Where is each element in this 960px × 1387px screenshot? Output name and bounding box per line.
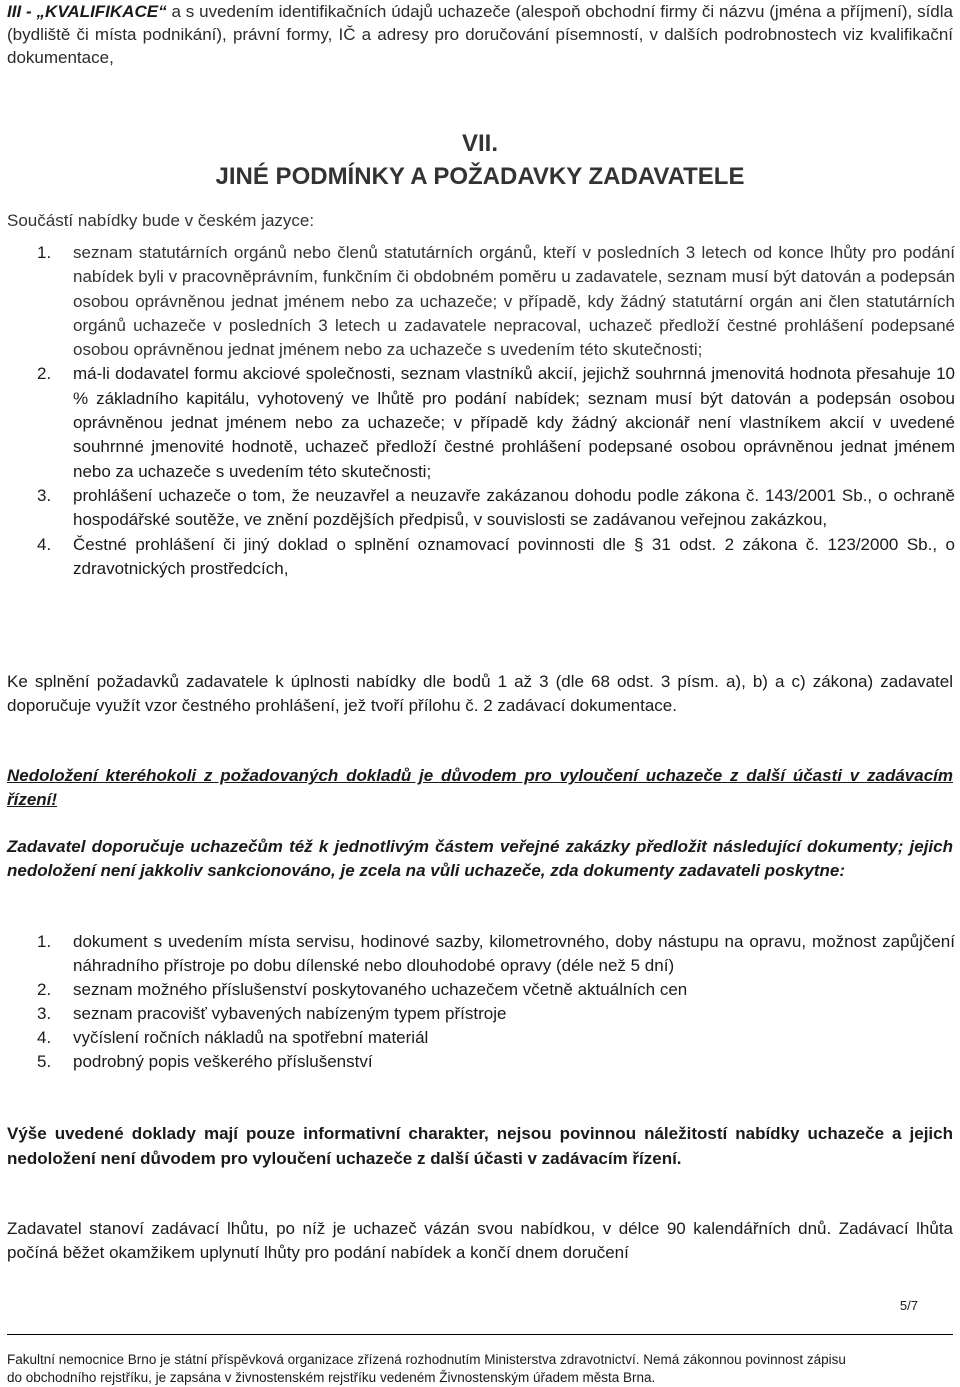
required-documents-list xyxy=(7,241,955,581)
list-item xyxy=(7,978,955,1002)
list-item-number: 2. xyxy=(37,980,52,999)
paragraph-requirements: Ke splnění požadavků zadavatele k úplnosti nabídky dle bodů 1 až 3 (dle 68 odst. 3 písm. a), b) a c) zákona) zadavatel doporučuje využít vzor čestného prohlášení, jež tvoří přílohu č. 2 zadávací dokumentace. xyxy=(7,672,953,715)
paragraph-exclusion-warning: Nedoložení kteréhokoli z požadovaných dokladů je důvodem pro vyloučení uchazeče z další účasti v zadávacím řízení! xyxy=(7,766,953,809)
list-item-text: prohlášení uchazeče o tom, že neuzavřel a neuzavře zakázanou dohodu podle zákona č. 143/2001 Sb., o ochraně hospodářské soutěže, ve znění pozdějších předpisů, v souvislosti se zadávanou veřejnou zakázkou, xyxy=(73,485,955,530)
paragraph-deadline: Zadavatel stanoví zadávací lhůtu, po níž je uchazeč vázán svou nabídkou, v délce 90 kalendářních dnů. Zadávací lhůta počíná běžet okamžikem uplynutí lhůty pro podání nabídek a končí dnem doručení xyxy=(7,1219,953,1262)
paragraph-recommendation: Zadavatel doporučuje uchazečům též k jednotlivým částem veřejné zakázky předložit následující dokumenty; jejich nedoložení není jakkoliv sankcionováno, je zcela na vůli uchazeče, zda dokumenty zadavateli poskytne: xyxy=(7,837,953,880)
intro-text: a s uvedením identifikačních údajů uchazeče (alespoň obchodní firmy či názvu (jména a příjmení), sídla (bydliště či místa podnikání), právní formy, IČ a adresy pro doručování písemností, v dalších podrobnostech viz kvalifikační dokumentace, xyxy=(7,2,953,67)
list-item-number: 5. xyxy=(37,1052,52,1071)
footer xyxy=(7,1351,953,1386)
list-item-text: dokument s uvedením místa servisu, hodinové sazby, kilometrovného, doby nástupu na opravu, možnost zapůjčení náhradního přístroje po dobu dílenské nebo dlouhodobé opravy (déle než 5 dní) xyxy=(73,932,955,975)
list-item-text: seznam pracovišť vybavených nabízeným typem přístroje xyxy=(73,1004,507,1023)
list-item-text: seznam možného příslušenství poskytovaného uchazečem včetně aktuálních cen xyxy=(73,980,688,999)
page-number: 5/7 xyxy=(899,1298,918,1313)
list-item xyxy=(7,1002,955,1026)
list-item-number: 1. xyxy=(37,932,52,951)
list-item-number: 1. xyxy=(37,243,52,262)
list-item-number: 4. xyxy=(37,1028,52,1047)
list-item-number: 3. xyxy=(37,485,52,505)
list-item xyxy=(7,533,955,582)
list-item xyxy=(7,1026,955,1050)
section-title: JINÉ PODMÍNKY A POŽADAVKY ZADAVATELE xyxy=(215,163,745,190)
list-item-number: 2. xyxy=(37,364,52,384)
subheading: Součástí nabídky bude v českém jazyce: xyxy=(7,211,315,230)
list-item xyxy=(7,484,955,533)
list-item-text: vyčíslení ročních nákladů na spotřební materiál xyxy=(73,1028,429,1047)
list-item xyxy=(7,241,955,362)
list-item-text: Čestné prohlášení či jiný doklad o splnění oznamovací povinnosti dle § 31 odst. 2 zákona č. 123/2000 Sb., o zdravotnických prostředcích, xyxy=(73,534,955,578)
paragraph-informative: Výše uvedené doklady mají pouze informativní charakter, nejsou povinnou náležitostí nabídky uchazeče a jejich nedoložení není důvodem pro vyloučení uchazeče z další účasti v zadávacím řízení. xyxy=(7,1124,953,1168)
list-item xyxy=(7,930,955,978)
list-item xyxy=(7,1050,955,1074)
list-item-number: 3. xyxy=(37,1004,52,1023)
list-item-text: podrobný popis veškerého příslušenství xyxy=(73,1052,373,1071)
footer-line: Fakultní nemocnice Brno je státní příspěvková organizace zřízená rozhodnutím Ministerstva zdravotnictví. Nemá zákonnou povinnost zápisu xyxy=(7,1352,846,1367)
list-item-text: má-li dodavatel formu akciové společnosti, seznam vlastníků akcií, jejichž souhrnná jmenovitá hodnota přesahuje 10 % základního kapitálu, vyhotovený ve lhůtě pro podání nabídek; seznam musí být datován a podepsán osobou oprávněnou jednat jménem nebo za uchazeče; v případě kdy žádný akcionář není vlastníkem akcií v uvedené souhrnné jmenovité hodnotě, uchazeč předloží čestné prohlášení podepsané osobou oprávněnou jednat jménem nebo za uchazeče s uvedením této skutečnosti; xyxy=(73,364,955,481)
footer-divider xyxy=(7,1334,953,1335)
list-item-number: 4. xyxy=(37,534,52,554)
list-item xyxy=(7,362,955,483)
intro-lead: III - „KVALIFIKACE“ xyxy=(7,2,167,21)
section-number: VII. xyxy=(461,130,498,157)
intro-paragraph xyxy=(7,0,953,69)
footer-line: do obchodního rejstříku, je zapsána v živnostenském rejstříku vedeném Živnostenským úřadem města Brna. xyxy=(7,1369,656,1385)
recommended-documents-list xyxy=(7,930,955,1074)
list-item-text: seznam statutárních orgánů nebo členů statutárních orgánů, kteří v posledních 3 letech od konce lhůty pro podání nabídek byli v pracovněprávním, funkčním či obdobném poměru u zadavatele, seznam musí být datován a podepsán osobou oprávněnou jednat jménem nebo za uchazeče; v případě, kdy žádný statutární orgán ani člen statutárních orgánů uchazeče v posledních 3 letech u zadavatele nepracoval, uchazeč předloží čestné prohlášení podepsané osobou oprávněnou jednat jménem nebo za uchazeče s uvedením této skutečnosti; xyxy=(73,243,955,360)
